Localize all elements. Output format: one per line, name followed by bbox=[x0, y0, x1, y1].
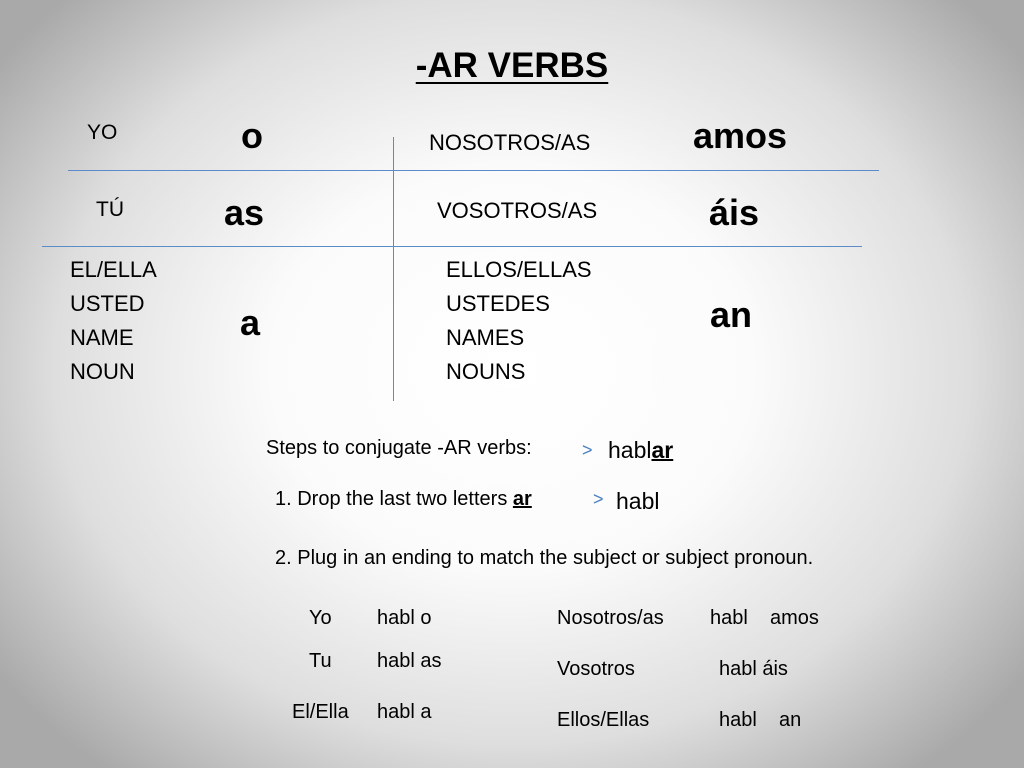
step-1-letters: ar bbox=[512, 488, 532, 510]
example-form-yo: habl o bbox=[377, 607, 432, 629]
ending-vosotros: áis bbox=[709, 192, 760, 233]
grid-line-middle bbox=[42, 246, 862, 247]
step-1 bbox=[275, 488, 532, 511]
example-pronoun-ellos: Ellos/Ellas bbox=[557, 709, 650, 731]
pronoun-yo: YO bbox=[87, 121, 118, 144]
pronoun-ellos-ellas: ELLOS/ELLAS bbox=[446, 257, 592, 282]
ending-third-plural: an bbox=[710, 294, 753, 335]
grid-line-top bbox=[68, 170, 879, 171]
pronoun-name: NAME bbox=[70, 325, 134, 350]
example-form-el: habl a bbox=[377, 701, 432, 723]
arrow-icon: > bbox=[593, 489, 604, 509]
pronoun-nouns: NOUNS bbox=[446, 359, 526, 384]
pronoun-noun: NOUN bbox=[70, 359, 135, 384]
infinitive-ending: ar bbox=[651, 437, 674, 463]
example-pronoun-vosotros: Vosotros bbox=[557, 658, 635, 680]
example-pronoun-nosotros: Nosotros/as bbox=[557, 607, 664, 629]
pronoun-third-singular bbox=[70, 253, 157, 389]
ending-nosotros: amos bbox=[693, 115, 788, 156]
verb-stem: habl bbox=[616, 488, 660, 514]
step-2: 2. Plug in an ending to match the subject or subject pronoun. bbox=[275, 547, 814, 569]
pronoun-nosotros: NOSOTROS/AS bbox=[429, 130, 591, 155]
pronoun-names: NAMES bbox=[446, 325, 525, 350]
arrow-icon: > bbox=[582, 440, 593, 460]
page-title: -AR VERBS bbox=[415, 46, 609, 85]
step-1-text: 1. Drop the last two letters bbox=[275, 488, 513, 510]
example-form-tu: habl as bbox=[377, 650, 442, 672]
example-form-vosotros: habl áis bbox=[719, 658, 788, 680]
example-stem-ellos: habl bbox=[719, 709, 757, 731]
ending-tu: as bbox=[224, 192, 265, 233]
example-pronoun-tu: Tu bbox=[309, 650, 332, 672]
example-ending-ellos: an bbox=[779, 709, 802, 731]
ending-yo: o bbox=[241, 115, 263, 156]
pronoun-vosotros: VOSOTROS/AS bbox=[437, 198, 598, 223]
pronoun-tu: TÚ bbox=[96, 198, 124, 221]
example-pronoun-el: El/Ella bbox=[292, 701, 349, 723]
infinitive-stem: habl bbox=[608, 437, 652, 463]
pronoun-el-ella: EL/ELLA bbox=[70, 257, 157, 282]
example-pronoun-yo: Yo bbox=[309, 607, 332, 629]
grid-line-vertical bbox=[393, 137, 394, 401]
example-stem-nosotros: habl bbox=[710, 607, 748, 629]
infinitive-word bbox=[608, 437, 673, 464]
ending-third-singular: a bbox=[240, 302, 261, 343]
steps-intro: Steps to conjugate -AR verbs: bbox=[266, 437, 532, 459]
pronoun-ustedes: USTEDES bbox=[446, 291, 550, 316]
pronoun-usted: USTED bbox=[70, 291, 145, 316]
example-ending-nosotros: amos bbox=[770, 607, 819, 629]
pronoun-third-plural bbox=[446, 253, 592, 389]
